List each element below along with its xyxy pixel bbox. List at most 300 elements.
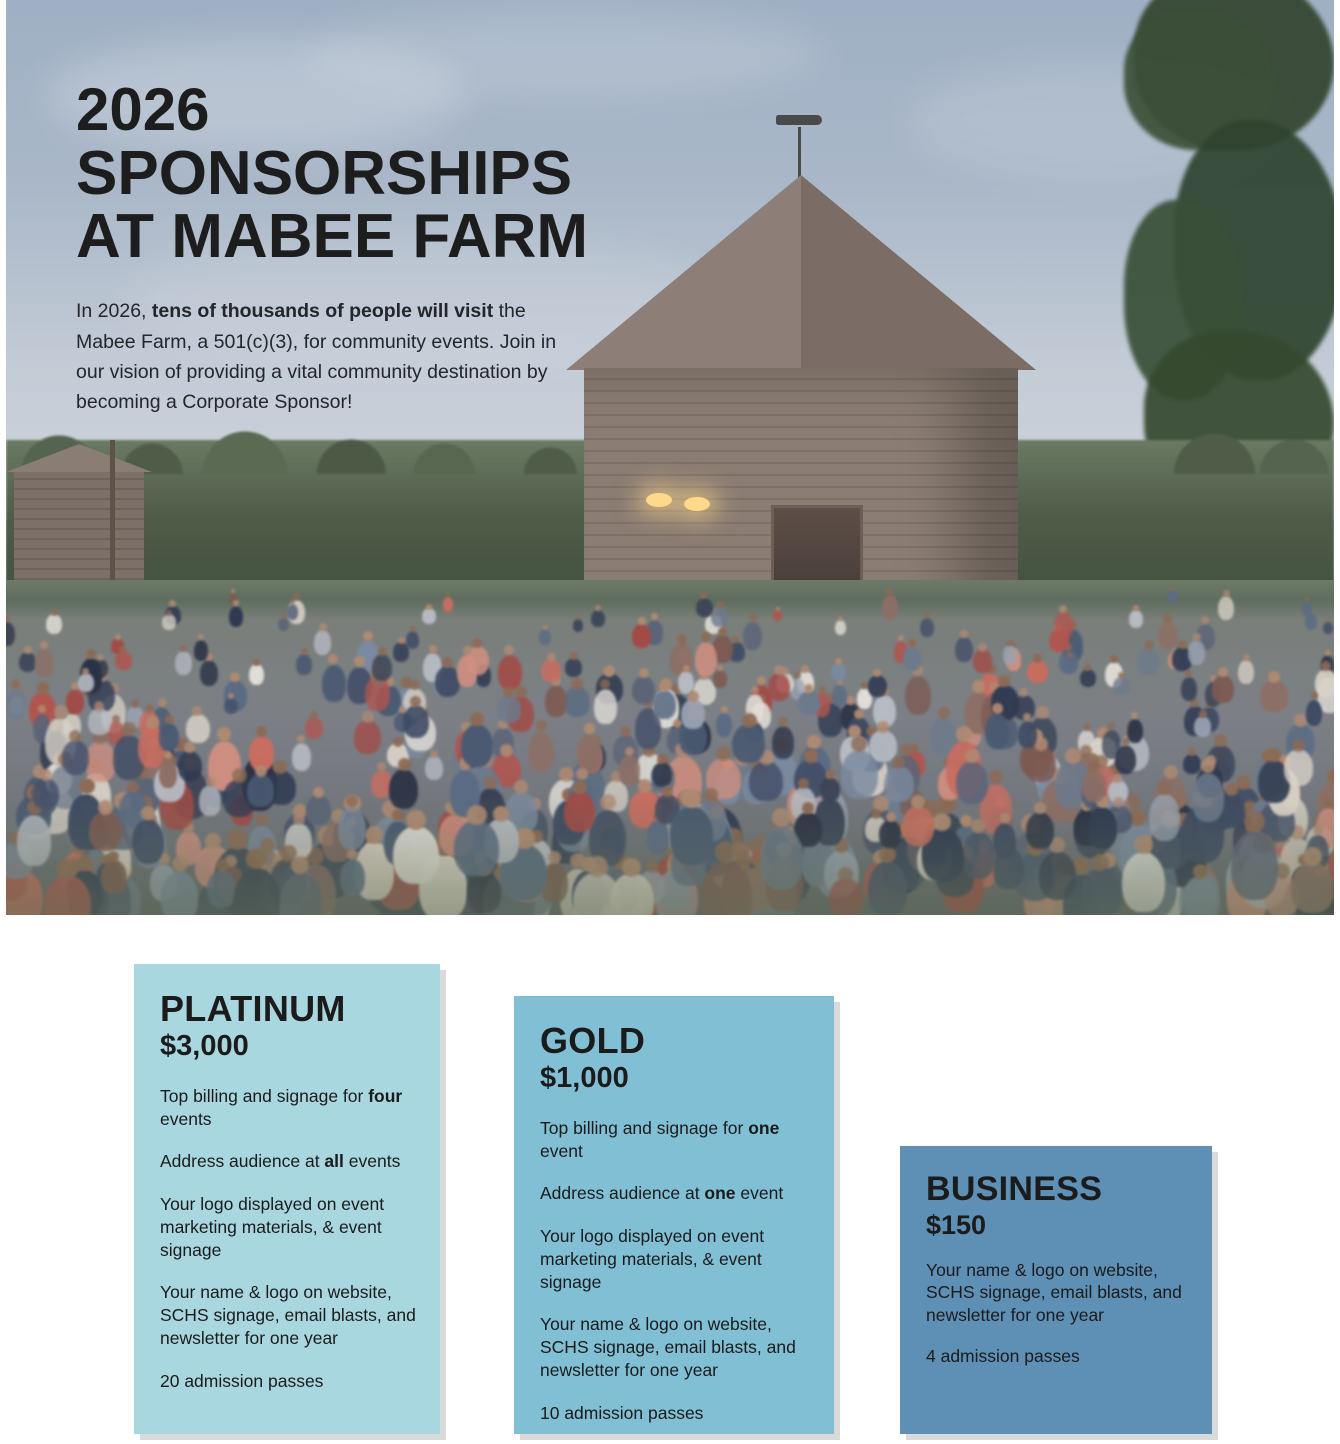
crowd-figure-head [1199, 710, 1207, 718]
crowd-figure-head [659, 682, 669, 692]
crowd-figure [85, 741, 116, 782]
crowd-figure [868, 675, 887, 697]
crowd-figure [772, 726, 794, 759]
crowd-figure-head [1326, 618, 1330, 622]
crowd-figure-head [127, 781, 139, 793]
crowd-figure [1284, 749, 1313, 786]
page-title [76, 139, 716, 272]
crowd-figure-head [1218, 667, 1228, 677]
crowd-figure-head [804, 684, 813, 693]
crowd-figure [159, 759, 177, 788]
crowd-figure-head [145, 704, 154, 713]
crowd-figure-head [716, 746, 731, 761]
crowd-figure-head [378, 647, 387, 656]
crowd-figure [194, 640, 208, 661]
crowd-figure-head [393, 737, 403, 747]
headline-line-1: SPONSORSHIPS [76, 139, 573, 208]
crowd-figure-head [184, 742, 195, 753]
crowd-figure-head [798, 778, 809, 789]
crowd-figure-head [595, 605, 601, 611]
crowd-figure-head [1223, 590, 1230, 597]
crowd-figure-head [1144, 640, 1154, 650]
crowd-figure [457, 655, 477, 687]
crowd-figure-head [426, 604, 432, 610]
crowd-figure-head [688, 691, 699, 702]
crowd-figure-head [978, 643, 987, 652]
crowd-figure-head [1067, 652, 1073, 658]
benefit-emphasis: all [324, 1151, 344, 1172]
crowd-figure-head [256, 726, 267, 737]
crowd-figure [1102, 730, 1121, 759]
tier-price: $1,000 [540, 1061, 629, 1094]
crowd-figure-head [470, 712, 484, 726]
crowd-figure-head [732, 636, 739, 643]
crowd-figure-head [515, 686, 527, 698]
crowd-figure-head [807, 735, 821, 749]
crowd-figure [443, 597, 453, 612]
crowd-figure-head [503, 687, 514, 698]
crowd-figure [372, 654, 392, 681]
weather-vane-icon [798, 127, 801, 179]
crowd-figure-head [398, 637, 405, 644]
crowd-figure [305, 717, 323, 739]
crowd-figure [497, 695, 521, 723]
crowd-figure-head [169, 600, 176, 607]
crowd-figure [19, 652, 36, 672]
tier-card-business[interactable] [900, 1146, 1212, 1434]
crowd-figure [249, 664, 264, 685]
crowd-figure-head [1118, 672, 1125, 679]
crowd-figure-head [1023, 713, 1031, 721]
crowd-figure [564, 686, 590, 717]
crowd-figure-head [677, 634, 687, 644]
crowd-figure-head [504, 645, 514, 655]
crowd-figure-head [1325, 650, 1331, 656]
crowd-figure-head [1201, 616, 1209, 624]
blurb-emphasis: tens of thousands of people will visit [151, 300, 494, 323]
crowd-figure [1302, 601, 1312, 616]
crowd-figure-head [51, 609, 58, 616]
crowd-figure [973, 649, 992, 673]
tier-price: $3,000 [160, 1029, 249, 1062]
crowd-figure [1054, 612, 1073, 639]
crowd-figure [1323, 622, 1333, 634]
crowd-figure-head [1107, 722, 1115, 730]
crowd-figure [653, 690, 676, 719]
crowd-figure-head [1033, 654, 1042, 663]
crowd-figure-head [290, 599, 295, 604]
crowd-figure-head [638, 617, 646, 625]
crowd-figure-head [1080, 745, 1092, 757]
crowd-figure-head [536, 720, 547, 731]
crowd-figure-head [570, 652, 578, 660]
crowd-figure-head [1113, 774, 1122, 783]
crowd-figure [1025, 747, 1056, 782]
crowd-figure-head [721, 706, 728, 713]
crowd-figure-head [576, 768, 588, 780]
crowd-figure-head [217, 727, 231, 741]
crowd-figure [1194, 716, 1211, 737]
crowd-figure-head [231, 589, 235, 593]
barn-light [646, 493, 672, 507]
crowd-figure-head [1267, 748, 1281, 762]
crowd-figure-head [651, 613, 658, 620]
crowd-figure-head [804, 749, 818, 763]
crowd-figure [1064, 656, 1077, 673]
crowd-figure-head [1214, 734, 1227, 747]
crowd-figure-head [233, 600, 239, 606]
crowd-figure-head [1268, 671, 1280, 683]
crowd-figure [835, 620, 846, 635]
crowd-figure-head [573, 780, 587, 794]
crowd-figure-head [442, 657, 453, 668]
crowd-figure [46, 614, 62, 634]
crowd-figure [1027, 660, 1048, 683]
tier-card-gold[interactable] [514, 996, 834, 1434]
crowd-figure-head [1110, 655, 1118, 663]
crowd-figure [619, 755, 640, 785]
crowd-figure-head [924, 613, 930, 619]
crowd-figure-head [826, 770, 835, 779]
crowd-figure [115, 651, 132, 670]
crowd-figure-head [165, 715, 174, 724]
crowd-figure-head [362, 711, 374, 723]
crowd-figure [732, 724, 765, 763]
crowd-figure [322, 665, 346, 702]
crowd-figure-head [559, 767, 574, 782]
crowd-figure-head [854, 709, 864, 719]
crowd-figure-head [40, 769, 52, 781]
crowd-figure [88, 708, 111, 735]
crowd-figure-head [230, 672, 240, 682]
crowd-figure-head [166, 610, 172, 616]
tier-name: BUSINESS [926, 1170, 1103, 1208]
hero-text-block [76, 76, 716, 417]
crowd-figure-head [24, 646, 32, 654]
crowd-figure [713, 670, 727, 688]
crowd-figure-head [1036, 706, 1049, 719]
crowd-figure-head [69, 730, 81, 742]
crowd-figure-head [938, 707, 950, 719]
crowd-figure-head [846, 696, 855, 705]
crowd-figure [1212, 675, 1234, 703]
tier-benefit: Your name & logo on website, SCHS signage, email blasts, and newsletter for one year [160, 1282, 416, 1348]
crowd-figure-head [639, 668, 649, 678]
crowd-figure [905, 676, 931, 715]
crowd-figure [1003, 645, 1017, 665]
blurb-part-1: In 2026, [76, 300, 152, 323]
crowd-figure-head [112, 715, 120, 723]
crowd-figure [632, 676, 655, 704]
crowd-figure-head [273, 760, 287, 774]
crowd-figure [186, 714, 210, 743]
crowd-figure-head [778, 717, 788, 727]
crowd-figure-head [119, 646, 126, 653]
crowd-figure-head [956, 726, 972, 742]
tier-card-platinum[interactable] [134, 964, 440, 1434]
crowd-figure-head [1133, 605, 1139, 611]
crowd-figure [832, 685, 847, 707]
crowd-figure-head [1089, 761, 1100, 772]
crowd-figure-head [718, 627, 727, 636]
crowd-figure-head [301, 648, 308, 655]
benefit-text-end: event [735, 1183, 784, 1204]
crowd-figure-head [281, 614, 286, 619]
crowd-figure [798, 691, 820, 715]
crowd-figure-head [683, 665, 690, 672]
sponsorship-tiers [0, 936, 1340, 1444]
crowd-figure-head [886, 588, 893, 595]
hero-description [76, 296, 586, 417]
crowd-figure [652, 762, 672, 787]
tier-benefit: Your name & logo on website, SCHS signage, email blasts, and newsletter for one year [540, 1314, 796, 1380]
crowd-figure-head [873, 669, 881, 677]
crowd-figure [985, 713, 1009, 749]
crowd-figure-head [620, 726, 631, 737]
crowd-figure-head [122, 722, 136, 736]
crowd-figure-head [751, 686, 759, 694]
crowd-figure-head [115, 634, 121, 640]
crowd-figure-head [37, 682, 49, 694]
crowd-figure-head [1006, 640, 1012, 646]
crowd-figure [425, 756, 443, 780]
crowd-figure-head [1193, 633, 1201, 641]
crowd-figure-head [625, 747, 634, 756]
benefit-text: Top billing and signage for [160, 1085, 369, 1106]
crowd-figure-head [1178, 640, 1187, 649]
crowd-figure [178, 751, 202, 781]
crowd-figure [1181, 677, 1197, 701]
crowd-figure-head [429, 645, 437, 653]
crowd-figure-head [410, 680, 420, 690]
crowd-figure-head [410, 626, 416, 632]
crowd-figure-head [514, 780, 528, 794]
crowd-figure [591, 610, 605, 627]
crowd-figure-head [1236, 775, 1251, 790]
crowd-figure [175, 651, 192, 675]
crowd-figure-head [657, 755, 666, 764]
crowd-figure-head [6, 615, 10, 622]
crowd-figure [1260, 680, 1288, 712]
crowd-figure-head [600, 679, 610, 689]
crowd-figure [1238, 660, 1254, 684]
crowd-figure [393, 642, 409, 662]
crowd-figure-head [819, 686, 826, 693]
crowd-figure [831, 663, 846, 681]
crowd-figure-head [158, 698, 167, 707]
tier-benefit [160, 1085, 416, 1131]
crowd-figure-head [255, 765, 267, 777]
tier-benefit: 20 admission passes [160, 1370, 324, 1391]
hero-banner [6, 0, 1334, 915]
tier-benefit: Your name & logo on website, SCHS signage, email blasts, and newsletter for one year [926, 1259, 1182, 1326]
crowd-figure [224, 698, 238, 714]
crowd-figure [716, 713, 732, 737]
crowd-figure [594, 689, 617, 724]
crowd-figure-head [700, 592, 707, 599]
crowd-figure-head [79, 778, 95, 794]
crowd-figure-head [1131, 712, 1138, 719]
crowd-figure-head [757, 676, 766, 685]
crowd-figure-head [180, 645, 187, 652]
crowd-figure-head [1084, 664, 1091, 671]
crowd-figure-head [328, 654, 338, 664]
crowd-figure-head [851, 736, 867, 752]
crowd-figure-head [774, 665, 784, 675]
crowd-figure [768, 673, 790, 701]
crowd-figure-head [1059, 605, 1067, 613]
crowd-figure-head [94, 701, 104, 711]
benefit-text-end: event [540, 1140, 583, 1161]
crowd-figure [1306, 700, 1322, 726]
crowd-figure-head [701, 632, 711, 642]
crowd-figure [498, 655, 522, 690]
tier-benefit [160, 1150, 416, 1173]
crowd-figure [773, 610, 782, 621]
crowd-figure-head [40, 641, 48, 649]
crowd-figure [1188, 640, 1205, 665]
crowd-figure [314, 630, 331, 655]
tier-benefit: Your logo displayed on event marketing materials, & event signage [540, 1226, 765, 1292]
tier-price: $150 [926, 1209, 987, 1240]
crowd-figure [66, 689, 84, 714]
tier-name: GOLD [540, 1020, 646, 1061]
crowd-figure [695, 642, 717, 676]
crowd-figure [296, 654, 312, 675]
crowd-figure-head [998, 675, 1010, 687]
crowd-figure [920, 618, 934, 637]
crowd-figure-head [410, 696, 421, 707]
crowd-figure-head [228, 693, 234, 699]
headline-line-2: AT MABEE FARM [76, 202, 589, 272]
crowd-figure [841, 750, 878, 799]
crowd-figure [461, 724, 493, 767]
crowd-figure-head [97, 654, 104, 661]
crowd-figure-head [801, 665, 809, 673]
crowd-figure-head [319, 623, 327, 631]
crowd-figure [6, 622, 15, 646]
crowd-figure-head [297, 735, 305, 743]
crowd-figure-head [82, 668, 89, 675]
crowd-figure-head [192, 706, 202, 716]
crowd-figure [6, 689, 26, 719]
crowd-figure [1137, 648, 1160, 675]
crowd-figure [1129, 610, 1143, 628]
crowd-figure-head [131, 700, 139, 708]
crowd-figure [35, 649, 54, 677]
crowd-figure [200, 660, 218, 686]
crowd-figure [159, 723, 179, 751]
crowd-figure-head [576, 616, 580, 620]
crowd-figure-head [198, 634, 204, 640]
crowd-figure-head [749, 614, 757, 622]
crowd-figure-head [354, 656, 365, 667]
crowd-figure-head [960, 630, 968, 638]
crowd-figure-head [500, 744, 513, 757]
crowd-figure [93, 659, 108, 678]
crowd-figure [287, 604, 298, 620]
crowd-figure-head [206, 777, 216, 787]
crowd-figure [955, 637, 973, 662]
tier-benefit [540, 1182, 810, 1205]
crowd-figure-head [1158, 781, 1172, 795]
tier-benefit: 4 admission passes [926, 1345, 1080, 1366]
crowd-figure [632, 624, 651, 648]
crowd-figure-head [1170, 586, 1175, 591]
crowd-figure-head [1188, 748, 1196, 756]
crowd-figure [903, 646, 921, 671]
crowd-figure-head [1163, 614, 1172, 623]
crowd-figure-head [547, 653, 556, 662]
barn-roof-right [801, 175, 1036, 370]
crowd-figure-head [603, 665, 615, 677]
crowd-figure-head [1292, 739, 1305, 752]
crowd-figure-head [1065, 748, 1081, 764]
tier-benefit [540, 1117, 810, 1163]
crowd-figure [882, 595, 898, 620]
crowd-figure-head [543, 625, 548, 630]
tier-name: PLATINUM [160, 988, 346, 1029]
crowd-figure [162, 614, 176, 630]
crowd-figure [528, 731, 554, 772]
crowd-figure [354, 720, 381, 754]
barn-light [684, 497, 710, 511]
crowd-figure-head [965, 749, 979, 763]
crowd-figure-head [86, 649, 96, 659]
crowd-figure-head [717, 665, 723, 671]
crowd-figure-head [1321, 661, 1331, 671]
crowd-figure-head [1201, 759, 1215, 773]
crowd-figure [1113, 677, 1130, 695]
crowd-figure [1018, 721, 1037, 748]
crowd-figure [278, 618, 289, 631]
crowd-figure [696, 598, 713, 617]
crowd-figure-head [310, 711, 318, 719]
crowd-figure-head [38, 705, 46, 713]
benefit-text-end: events [160, 1108, 212, 1129]
crowd-figure-head [232, 768, 247, 783]
crowd-figure-head [638, 779, 652, 793]
crowd-figure-head [1185, 670, 1192, 677]
crowd-figure [681, 699, 705, 729]
crowd-figure-head [1083, 723, 1091, 731]
crowd-figure [1158, 622, 1178, 649]
crowd-figure-head [892, 756, 905, 769]
crowd-figure [1167, 590, 1178, 603]
crowd-figure-head [989, 770, 1003, 784]
benefit-emphasis: one [748, 1117, 780, 1138]
crowd-figure-head [363, 631, 373, 641]
benefit-text-end: events [343, 1151, 401, 1172]
tier-benefit: Your logo displayed on event marketing materials, & event signage [160, 1194, 385, 1260]
crowd-figure [743, 622, 762, 650]
crowd-figure-head [1019, 688, 1028, 697]
benefit-emphasis: four [368, 1085, 403, 1106]
crowd-figure-head [484, 776, 497, 789]
blurb-part-2: the Mabee Farm, a 501(c)(3), for community events. Join in our vision of providing a vital community destination by becoming a Corporate Sponsor! [76, 300, 557, 414]
crowd-figure-head [908, 639, 916, 647]
crowd-figure-head [398, 758, 411, 771]
crowd-figure [62, 740, 89, 775]
crowd-figure-head [972, 680, 985, 693]
crowd-figure [565, 658, 582, 677]
crowd-figure-head [1164, 765, 1178, 779]
crowd-figure-head [1311, 692, 1318, 699]
crowd-figure-head [1305, 597, 1309, 601]
crowd-figure [1183, 754, 1201, 774]
crowd-figure-head [430, 750, 438, 758]
crowd-photo-area [6, 580, 1334, 915]
